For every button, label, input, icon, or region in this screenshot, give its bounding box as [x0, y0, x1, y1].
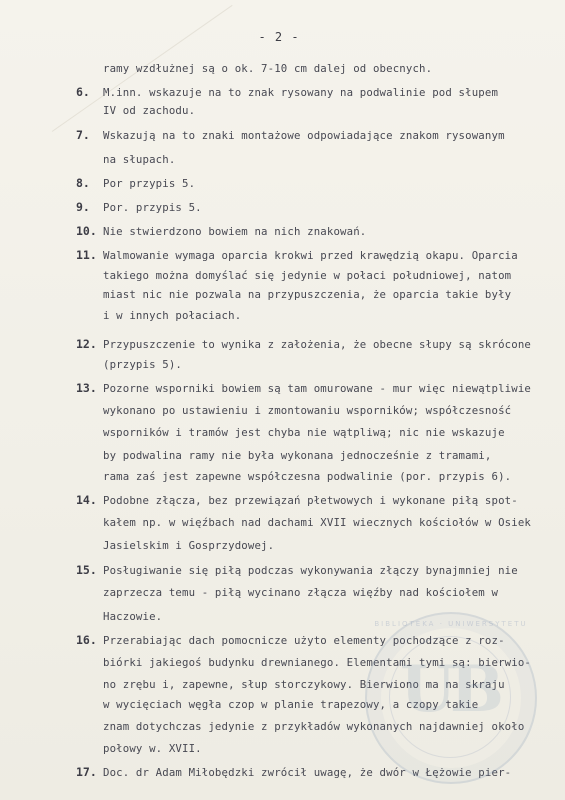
- text-line: w wycięciach węgła czop w planie trapezowy, a czopy takie: [103, 698, 479, 711]
- text-line: Wskazują na to znaki montażowe odpowiadające znakom rysowanym: [103, 129, 505, 142]
- text-line: połowy w. XVII.: [103, 742, 202, 755]
- text-line: Przypuszczenie to wynika z założenia, że obecne słupy są skrócone: [103, 338, 531, 351]
- text-line: takiego można domyślać się jedynie w połaci południowej, natom: [103, 269, 512, 282]
- text-line: biórki jakiegoś budynku drewnianego. Elementami tymi są: bierwio-: [103, 656, 531, 669]
- footnote-number: 11.: [76, 248, 97, 262]
- footnote-number: 7.: [76, 128, 90, 142]
- footnote-number: 6.: [76, 85, 90, 99]
- text-line: (przypis 5).: [103, 358, 183, 371]
- text-line: rama zaś jest zapewne współczesna podwalinie (por. przypis 6).: [103, 470, 512, 483]
- text-line: Walmowanie wymaga oparcia krokwi przed krawędzią okapu. Oparcia: [103, 249, 518, 262]
- text-line: by podwalina ramy nie była wykonana jednocześnie z tramami,: [103, 449, 492, 462]
- text-line: Doc. dr Adam Miłobędzki zwrócił uwagę, że dwór w Łężowie pier-: [103, 766, 512, 779]
- text-line: Nie stwierdzono bowiem na nich znakowań.: [103, 225, 367, 238]
- text-line: wsporników i tramów jest chyba nie wątpliwą; nic nie wskazuje: [103, 426, 505, 439]
- text-line: Haczowie.: [103, 610, 163, 623]
- text-line: miast nic nie pozwala na przypuszczenia, że oparcia takie były: [103, 288, 512, 301]
- text-line: M.inn. wskazuje na to znak rysowany na podwalinie pod słupem: [103, 86, 499, 99]
- footnote-number: 8.: [76, 176, 90, 190]
- text-line: znam dotychczas jedynie z przykładów wykonanych najdawniej około: [103, 720, 525, 733]
- footnote-number: 14.: [76, 493, 97, 507]
- text-line: Podobne złącza, bez przewiązań płetwowych i wykonane piłą spot-: [103, 494, 518, 507]
- text-line: Por. przypis 5.: [103, 201, 202, 214]
- footnote-number: 12.: [76, 337, 97, 351]
- text-line: ramy wzdłużnej są o ok. 7-10 cm dalej od obecnych.: [103, 62, 433, 75]
- footnote-number: 15.: [76, 563, 97, 577]
- text-line: IV od zachodu.: [103, 104, 196, 117]
- text-line: no zrębu i, zapewne, słup storczykowy. Bierwiono ma na skraju: [103, 678, 505, 691]
- text-line: na słupach.: [103, 153, 176, 166]
- text-line: Por przypis 5.: [103, 177, 196, 190]
- footnote-number: 10.: [76, 224, 97, 238]
- text-line: zaprzecza temu - piłą wycinano złącza więźby nad kościołem w: [103, 586, 499, 599]
- footnote-number: 16.: [76, 633, 97, 647]
- stamp-ring-text: BIBLIOTEKA · UNIWERSYTETU: [374, 620, 528, 628]
- footnote-number: 9.: [76, 200, 90, 214]
- library-stamp: [365, 612, 537, 784]
- text-line: Jasielskim i Gosprzydowej.: [103, 539, 275, 552]
- text-line: Posługiwanie się piłą podczas wykonywania złączy bynajmniej nie: [103, 564, 518, 577]
- text-line: Przerabiając dach pomocnicze użyto elementy pochodzące z roz-: [103, 634, 505, 647]
- stamp-monogram: UB: [400, 652, 498, 727]
- text-line: i w innych połaciach.: [103, 309, 242, 322]
- text-line: kałem np. w więźbach nad dachami XVII wiecznych kościołów w Osiek: [103, 516, 531, 529]
- text-line: wykonano po ustawieniu i zmontowaniu wsporników; współczesność: [103, 404, 512, 417]
- page-number: - 2 -: [258, 30, 300, 44]
- footnote-number: 13.: [76, 381, 97, 395]
- text-line: Pozorne wsporniki bowiem są tam omurowane - mur więc niewątpliwie: [103, 382, 531, 395]
- footnote-number: 17.: [76, 765, 97, 779]
